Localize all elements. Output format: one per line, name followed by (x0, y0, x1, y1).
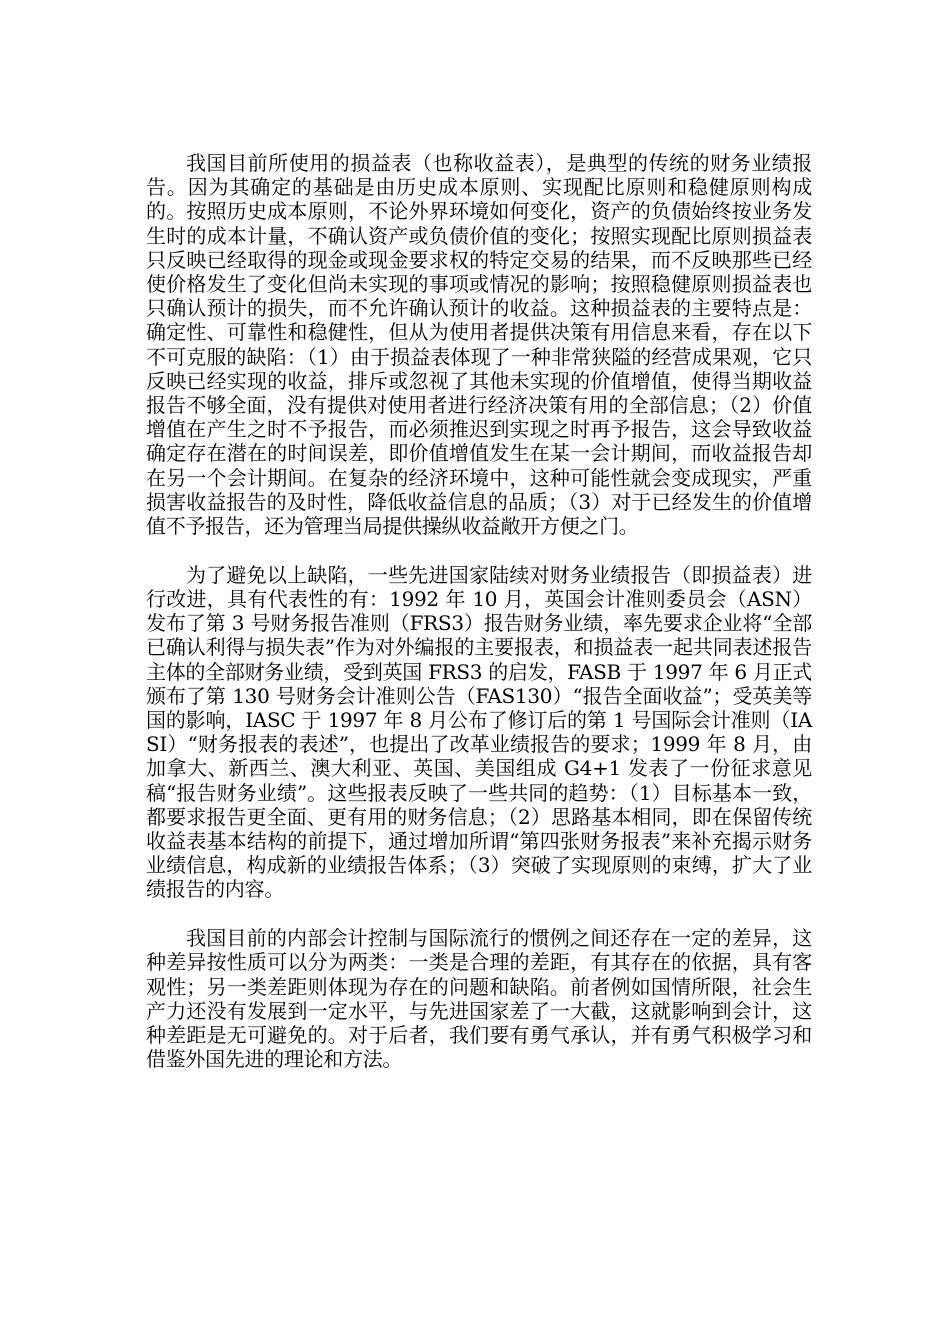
paragraph-income-statement-defects: 我国目前所使用的损益表（也称收益表），是典型的传统的财务业绩报告。因为其确定的基础是由历史成本原则、实现配比原则和稳健原则构成的。按照历史成本原则，不论外界环境如何变化，资产的负债始终按业务发生时的成本计量，不确认资产或负债价值的变化；按照实现配比原则损益表只反映已经取得的现金或现金要求权的特定交易的结果，而不反映那些已经使价格发生了变化但尚未实现的事项或情况的影响；按照稳健原则损益表也只确认预计的损失，而不允许确认预计的收益。这种损益表的主要特点是：确定性、可靠性和稳健性，但从为使用者提供决策有用信息来看，存在以下不可克服的缺陷：（1）由于损益表体现了一种非常狭隘的经营成果观，它只反映已经实现的收益，排斥或忽视了其他未实现的价值增值，使得当期收益报告不够全面，没有提供对使用者进行经济决策有用的全部信息；（2）价值增值在产生之时不予报告，而必须推迟到实现之时再予报告，这会导致收益确定存在潜在的时间误差，即价值增值发生在某一会计期间，而收益报告却在另一个会计期间。在复杂的经济环境中，这种可能性就会变成现实，严重损害收益报告的及时性，降低收益信息的品质；（3）对于已经发生的价值增值不予报告，还为管理当局提供操纵收益敞开方便之门。 (146, 151, 812, 539)
paragraph-internal-control-differences: 我国目前的内部会计控制与国际流行的惯例之间还存在一定的差异，这种差异按性质可以分为两类：一类是合理的差距，有其存在的依据，具有客观性；另一类差距则体现为存在的问题和缺陷。前者例如国情所限，社会生产力还没有发展到一定水平，与先进国家差了一大截，这就影响到会计，这种差距是无可避免的。对于后者，我们要有勇气承认，并有勇气积极学习和借鉴外国先进的理论和方法。 (146, 926, 812, 1072)
paragraph-international-reforms: 为了避免以上缺陷，一些先进国家陆续对财务业绩报告（即损益表）进行改进，具有代表性的有：1992 年 10 月，英国会计准则委员会（ASN）发布了第 3 号财务报告准则（FRS3）报告财务业绩，率先要求企业将“全部已确认利得与损失表”作为对外编报的主要报表，和损益表一起共同表述报告主体的全部财务业绩，受到英国 FRS3 的启发，FASB 于 1997 年 6 月正式颁布了第 130 号财务会计准则公告（FAS130）“报告全面收益”；受英美等国的影响，IASC 于 1997 年 8 月公布了修订后的第 1 号国际会计准则（IASI）“财务报表的表述”，也提出了改革业绩报告的要求；1999 年 8 月，由加拿大、新西兰、澳大利亚、英国、美国组成 G4+1 发表了一份征求意见稿“报告财务业绩”。这些报表反映了一些共同的趋势：（1）目标基本一致，都要求报告更全面、更有用的财务信息；（2）思路基本相同，即在保留传统收益表基本结构的前提下，通过增加所谓“第四张财务报表”来补充揭示财务业绩信息，构成新的业绩报告体系；（3）突破了实现原则的束缚，扩大了业绩报告的内容。 (146, 562, 812, 902)
document-body (146, 151, 812, 1071)
